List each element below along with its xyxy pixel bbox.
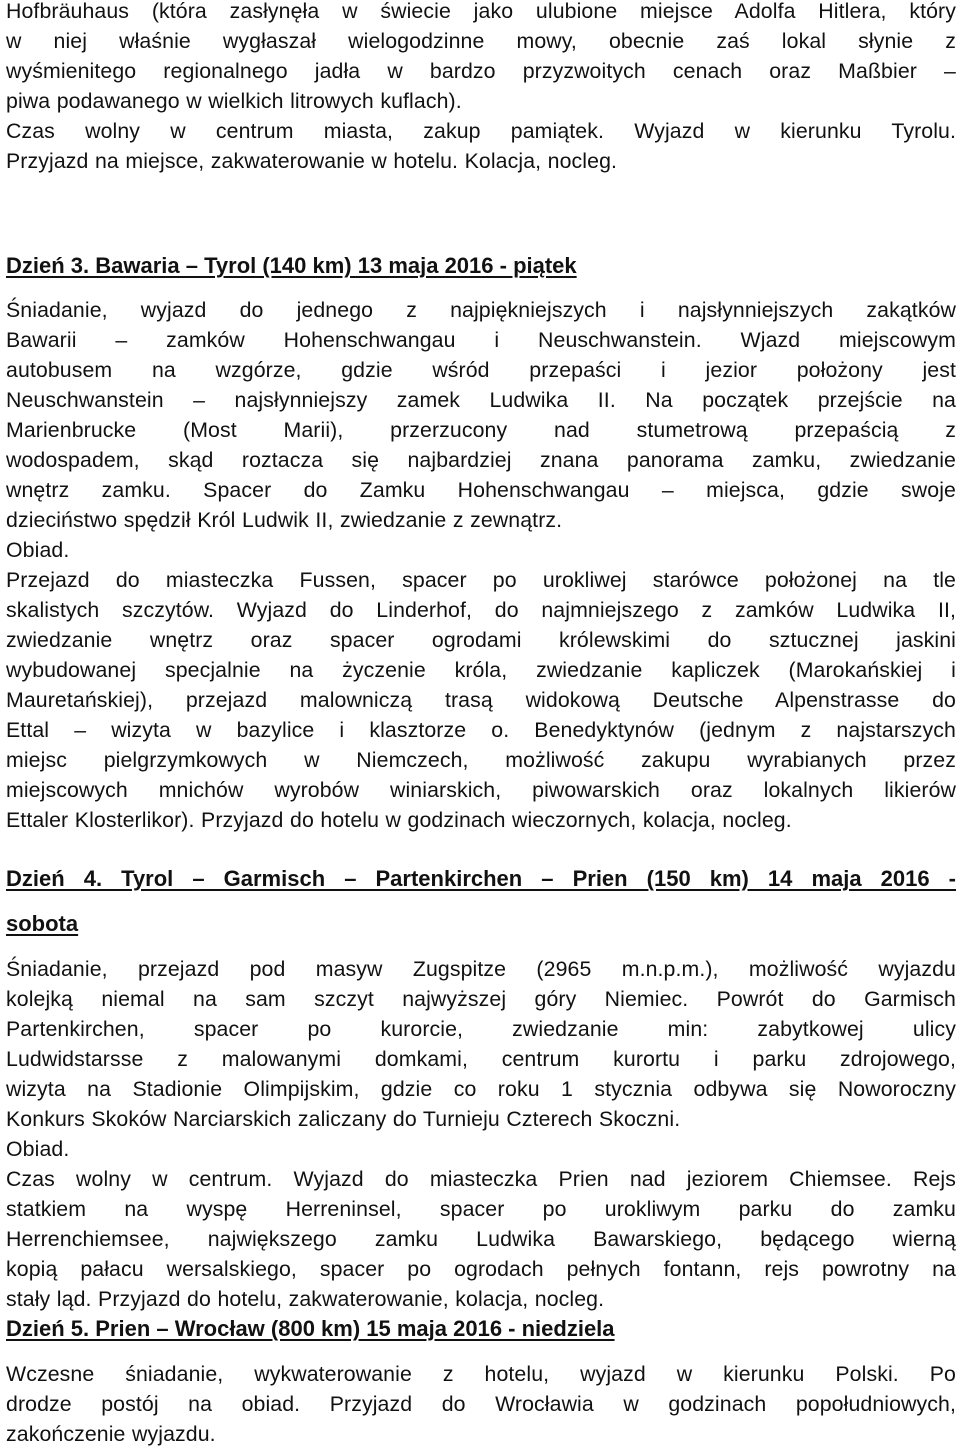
- text-line: kolejką niemal na sam szczyt najwyższej góry Niemiec. Powrót do Garmisch: [6, 987, 956, 1011]
- text-line: Bawarii – zamków Hohenschwangau i Neuschwanstein. Wjazd miejscowym: [6, 328, 956, 352]
- text-line: Przejazd do miasteczka Fussen, spacer po urokliwej starówce położonej na tle: [6, 568, 956, 592]
- text-line: Wczesne śniadanie, wykwaterowanie z hotelu, wyjazd w kierunku Polski. Po: [6, 1362, 956, 1386]
- text-line: wybudowanej specjalnie na życzenie króla, zwiedzanie kapliczek (Marokańskiej i: [6, 658, 956, 682]
- text-line: Obiad.: [6, 1137, 70, 1161]
- text-line: wyśmienitego regionalnego jadła w bardzo przyzwoitych cenach oraz Maßbier –: [6, 59, 956, 83]
- text-line: Ludwidstarsse z malowanymi domkami, centrum kurortu i parku zdrojowego,: [6, 1047, 956, 1071]
- text-line: Przyjazd na miejsce, zakwaterowanie w hotelu. Kolacja, nocleg.: [6, 149, 618, 173]
- text-line: drodze postój na obiad. Przyjazd do Wrocławia w godzinach popołudniowych,: [6, 1392, 956, 1416]
- heading-text: Dzień 3. Bawaria – Tyrol (140 km) 13 maja 2016 - piątek: [6, 253, 577, 278]
- day5-heading: [6, 1314, 956, 1344]
- text-line: Czas wolny w centrum miasta, zakup pamiątek. Wyjazd w kierunku Tyrolu.: [6, 119, 956, 143]
- day4-heading: [6, 864, 956, 894]
- text-line: Herrenchiemsee, największego zamku Ludwika Bawarskiego, będącego wierną: [6, 1227, 956, 1251]
- text-line: Obiad.: [6, 538, 70, 562]
- text-line: Czas wolny w centrum. Wyjazd do miasteczka Prien nad jeziorem Chiemsee. Rejs: [6, 1167, 956, 1191]
- text-line: miejsc pielgrzymkowych w Niemczech, możliwość zakupu wyrabianych przez: [6, 748, 956, 772]
- text-line: miejscowych mnichów wyrobów winiarskich, piwowarskich oraz lokalnych likierów: [6, 778, 956, 802]
- heading-text: sobota: [6, 911, 79, 936]
- day3-paragraph: [6, 295, 956, 835]
- day3-heading: [6, 251, 956, 281]
- text-line: Marienbrucke (Most Marii), przerzucony nad stumetrową przepaścią z: [6, 418, 956, 442]
- text-line: kopią pałacu wersalskiego, spacer po ogrodach pełnych fontann, rejs powrotny na: [6, 1257, 956, 1281]
- text-line: w niej właśnie wygłaszał wielogodzinne mowy, obecnie zaś lokal słynie z: [6, 29, 956, 53]
- text-line: Śniadanie, przejazd pod masyw Zugspitze (2965 m.n.p.m.), możliwość wyjazdu: [6, 957, 956, 981]
- text-line: Hofbräuhaus (która zasłynęła w świecie jako ulubione miejsce Adolfa Hitlera, który: [6, 0, 956, 23]
- text-line: zwiedzanie wnętrz oraz spacer ogrodami królewskimi do sztucznej jaskini: [6, 628, 956, 652]
- text-line: Ettal – wizyta w bazylice i klasztorze o. Benedyktynów (jednym z najstarszych: [6, 718, 956, 742]
- text-line: autobusem na wzgórze, gdzie wśród przepaści i jezior położony jest: [6, 358, 956, 382]
- text-line: Partenkirchen, spacer po kurorcie, zwiedzanie min: zabytkowej ulicy: [6, 1017, 956, 1041]
- text-line: piwa podawanego w wielkich litrowych kuflach).: [6, 89, 462, 113]
- text-line: wodospadem, skąd roztacza się najbardziej znana panorama zamku, zwiedzanie: [6, 448, 956, 472]
- text-line: skalistych szczytów. Wyjazd do Linderhof, do najmniejszego z zamków Ludwika II,: [6, 598, 956, 622]
- text-line: statkiem na wyspę Herreninsel, spacer po urokliwym parku do zamku: [6, 1197, 956, 1221]
- text-line: wizyta na Stadionie Olimpijskim, gdzie co roku 1 stycznia odbywa się Noworoczny: [6, 1077, 956, 1101]
- day5-paragraph: [6, 1359, 956, 1449]
- text-line: dzieciństwo spędził Król Ludwik II, zwiedzanie z zewnątrz.: [6, 508, 563, 532]
- text-line: Śniadanie, wyjazd do jednego z najpiękniejszych i najsłynniejszych zakątków: [6, 298, 956, 322]
- text-line: wnętrz zamku. Spacer do Zamku Hohenschwangau – miejsca, gdzie swoje: [6, 478, 956, 502]
- text-line: zakończenie wyjazdu.: [6, 1422, 216, 1446]
- text-line: Neuschwanstein – najsłynniejszy zamek Ludwika II. Na początek przejście na: [6, 388, 956, 412]
- heading-text: Dzień 5. Prien – Wrocław (800 km) 15 maja 2016 - niedziela: [6, 1316, 615, 1341]
- heading-text: Dzień 4. Tyrol – Garmisch – Partenkirchen – Prien (150 km) 14 maja 2016 -: [6, 866, 956, 891]
- text-line: stały ląd. Przyjazd do hotelu, zakwaterowanie, kolacja, nocleg.: [6, 1287, 605, 1311]
- text-line: Ettaler Klosterlikor). Przyjazd do hotelu w godzinach wieczornych, kolacja, nocleg.: [6, 808, 792, 832]
- day4-paragraph: [6, 954, 956, 1314]
- text-line: Mauretańskiej), przejazd malowniczą trasą widokową Deutsche Alpenstrasse do: [6, 688, 956, 712]
- intro-paragraph: [6, 0, 956, 176]
- text-line: Konkurs Skoków Narciarskich zaliczany do Turnieju Czterech Skoczni.: [6, 1107, 681, 1131]
- day4-heading-cont: [6, 909, 956, 939]
